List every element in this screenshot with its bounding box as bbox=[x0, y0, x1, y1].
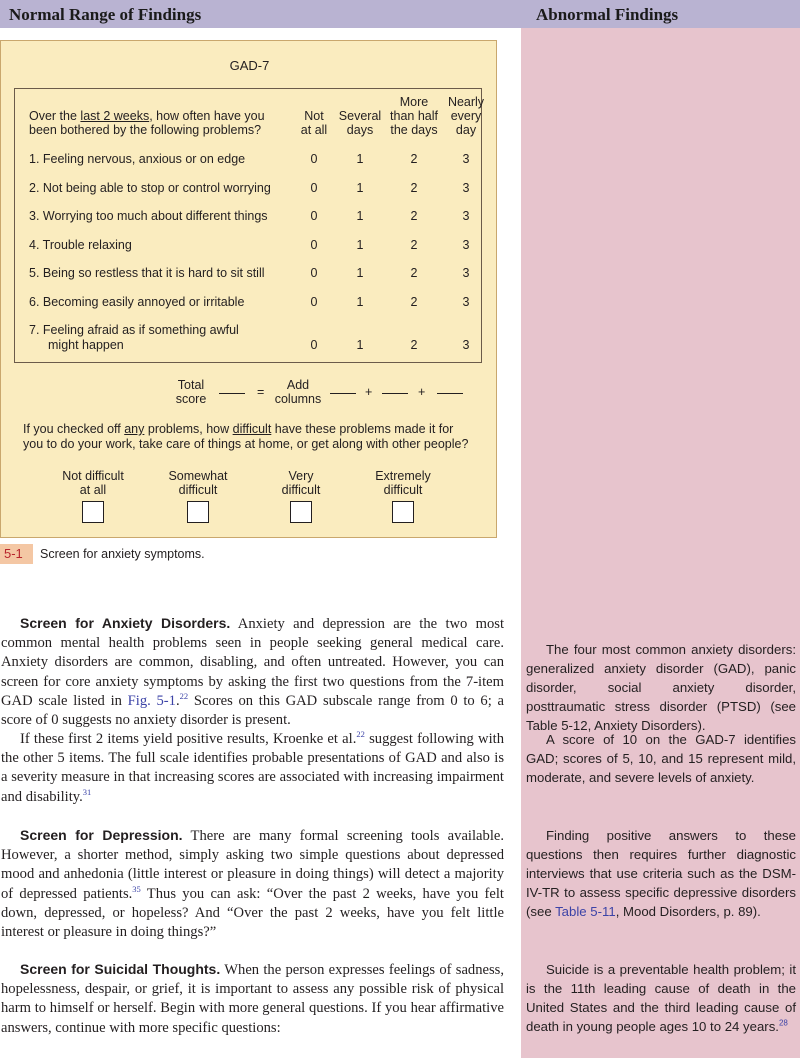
score-3: 3 bbox=[462, 181, 470, 195]
option-line: Not difficult bbox=[62, 469, 124, 483]
equals-sign: = bbox=[257, 385, 265, 399]
score-0: 0 bbox=[310, 181, 318, 195]
item-label: 6. Becoming easily annoyed or irritable bbox=[29, 295, 245, 309]
suicidal-heading: Screen for Suicidal Thoughts. bbox=[20, 961, 221, 977]
checkbox-extremely-difficult[interactable] bbox=[392, 501, 414, 523]
depression-text: Thus you can ask: “Over the past 2 weeks, have you felt down, depressed, or hopeless? And “Over the past 2 weeks, have you felt little interest or pleasure in doing things?” bbox=[1, 885, 504, 941]
anxiety-section bbox=[1, 614, 504, 730]
anxiety-paragraph-2 bbox=[1, 730, 504, 807]
figure-link[interactable]: Fig. 5-1 bbox=[127, 692, 176, 709]
depression-text: There are many formal screening tools available. However, a shorter method, simply asking two simple questions about depressed mood and anhedonia (little interest or pleasure in doing things) will detect a majority of depressed patients. bbox=[1, 828, 504, 902]
reference-31[interactable]: 31 bbox=[82, 786, 92, 797]
anxiety-text: If these first 2 items yield positive results, Kroenke et al. bbox=[20, 731, 357, 747]
option-line: at all bbox=[79, 483, 107, 497]
difficulty-post: have these problems made it for bbox=[271, 422, 454, 436]
depression-heading: Screen for Depression. bbox=[20, 827, 183, 843]
question-line2: been bothered by the following problems? bbox=[29, 123, 262, 137]
column-header-not-at-all bbox=[290, 95, 338, 137]
checkbox-not-difficult[interactable] bbox=[82, 501, 104, 523]
anxiety-text: Scores on this GAD subscale range from 0 to 6; a score of 0 suggests no anxiety disorder is present. bbox=[1, 692, 504, 729]
abnormal-text: The four most common anxiety disorders: generalized anxiety disorder (GAD), panic disorder, social anxiety disorder, posttraumatic stress disorder (PTSD) (see Table 5-12, Anxiety Disorders). bbox=[526, 642, 796, 733]
score-1: 1 bbox=[356, 338, 364, 352]
col-line: the days bbox=[390, 123, 438, 137]
question-underline: last 2 weeks bbox=[80, 109, 150, 123]
score-1: 1 bbox=[356, 295, 364, 309]
col-line: Nearly bbox=[447, 95, 485, 109]
difficulty-word: difficult bbox=[232, 422, 272, 436]
reference-28[interactable]: 28 bbox=[778, 1018, 788, 1028]
table-link[interactable]: Table 5-11 bbox=[555, 904, 616, 919]
col-line: More bbox=[399, 95, 429, 109]
depression-section bbox=[1, 826, 504, 942]
col-line: every bbox=[450, 109, 482, 123]
abnormal-depression bbox=[526, 826, 796, 921]
option-line: Extremely bbox=[375, 469, 431, 483]
option-line: Very bbox=[288, 469, 314, 483]
col-line bbox=[334, 95, 386, 109]
item-label: 7. Feeling afraid as if something awful bbox=[29, 323, 239, 337]
item-label: 1. Feeling nervous, anxious or on edge bbox=[29, 152, 246, 166]
col-line: than half bbox=[390, 109, 438, 123]
suicidal-text: When the person expresses feelings of sadness, hopelessness, despair, or grief, it is important to assess any possible risk of physical harm to himself or herself. Begin with more general questions. If you hear affirmative answers, continue with more specific questions: bbox=[1, 962, 505, 1036]
total-label-1: Total bbox=[177, 378, 205, 392]
score-0: 0 bbox=[310, 238, 318, 252]
difficulty-question bbox=[23, 422, 493, 452]
abnormal-text: Suicide is a preventable health problem; it is the 11th leading cause of death in the United States and the third leading cause of death in young people ages 10 to 24 years. bbox=[526, 962, 796, 1034]
question-pre: Over the bbox=[29, 109, 81, 123]
column-header-more-than-half bbox=[386, 95, 442, 137]
score-0: 0 bbox=[310, 209, 318, 223]
total-label-2: score bbox=[175, 392, 207, 406]
reference-22[interactable]: 22 bbox=[179, 690, 189, 701]
anxiety-text: suggest following with the other 5 items. The full scale identifies probable presentations of GAD and also is a severity measure in that increasing scores are associated with increasing impairment and disability. bbox=[1, 731, 504, 805]
figure-number: 5-1 bbox=[0, 544, 33, 564]
option-line: difficult bbox=[281, 483, 321, 497]
item-label: 4. Trouble relaxing bbox=[29, 238, 132, 252]
abnormal-findings-heading: Abnormal Findings bbox=[536, 5, 679, 24]
item-label: 5. Being so restless that it is hard to sit still bbox=[29, 266, 265, 280]
option-not-difficult bbox=[53, 469, 133, 497]
question-header bbox=[29, 109, 289, 137]
reference-35[interactable]: 35 bbox=[132, 883, 141, 894]
score-0: 0 bbox=[310, 266, 318, 280]
suicidal-section bbox=[1, 960, 504, 1038]
option-line: difficult bbox=[178, 483, 218, 497]
score-2: 2 bbox=[410, 295, 418, 309]
abnormal-anxiety-disorders bbox=[526, 640, 796, 735]
plus-sign: + bbox=[365, 385, 373, 399]
item-label-cont: might happen bbox=[48, 338, 124, 352]
option-somewhat-difficult bbox=[158, 469, 238, 497]
score-3: 3 bbox=[462, 209, 470, 223]
reference-22[interactable]: 22 bbox=[356, 729, 365, 740]
column-blank-2 bbox=[382, 386, 408, 400]
checkbox-somewhat-difficult[interactable] bbox=[187, 501, 209, 523]
score-3: 3 bbox=[462, 338, 470, 352]
score-3: 3 bbox=[462, 295, 470, 309]
col-line: Several bbox=[338, 109, 382, 123]
score-1: 1 bbox=[356, 181, 364, 195]
score-1: 1 bbox=[356, 266, 364, 280]
abnormal-text: Finding positive answers to these questions then requires further diagnostic interviews that use criteria such as the DSM-IV-TR to assess specific depressive disorders (see bbox=[526, 828, 796, 919]
plus-sign: + bbox=[418, 385, 426, 399]
total-blank bbox=[219, 386, 245, 400]
score-0: 0 bbox=[310, 295, 318, 309]
col-line: days bbox=[346, 123, 374, 137]
score-3: 3 bbox=[462, 266, 470, 280]
checkbox-very-difficult[interactable] bbox=[290, 501, 312, 523]
score-2: 2 bbox=[410, 152, 418, 166]
difficulty-mid: problems, how bbox=[144, 422, 233, 436]
abnormal-suicide bbox=[526, 960, 796, 1036]
gad7-title: GAD-7 bbox=[229, 58, 270, 73]
abnormal-text: , Mood Disorders, p. 89). bbox=[615, 904, 761, 919]
add-columns-label bbox=[269, 378, 327, 406]
col-line: Not bbox=[304, 109, 324, 123]
gad7-questionnaire-box bbox=[14, 88, 485, 363]
add-label-1: Add bbox=[286, 378, 310, 392]
gad7-figure bbox=[0, 40, 497, 538]
col-line: day bbox=[455, 123, 477, 137]
score-1: 1 bbox=[356, 238, 364, 252]
col-line: at all bbox=[300, 123, 328, 137]
score-3: 3 bbox=[462, 152, 470, 166]
column-header-several-days bbox=[334, 95, 386, 137]
score-2: 2 bbox=[410, 181, 418, 195]
option-line: difficult bbox=[383, 483, 423, 497]
score-1: 1 bbox=[356, 152, 364, 166]
anxiety-heading: Screen for Anxiety Disorders. bbox=[20, 615, 231, 631]
item-label: 2. Not being able to stop or control worrying bbox=[29, 181, 271, 195]
difficulty-pre: If you checked off bbox=[23, 422, 125, 436]
col-line bbox=[290, 95, 338, 109]
score-3: 3 bbox=[462, 238, 470, 252]
option-extremely-difficult bbox=[363, 469, 443, 497]
figure-caption: Screen for anxiety symptoms. bbox=[40, 547, 205, 561]
column-blank-3 bbox=[437, 386, 463, 400]
item-label: 3. Worrying too much about different things bbox=[29, 209, 268, 223]
score-0: 0 bbox=[310, 152, 318, 166]
question-post: , how often have you bbox=[149, 109, 265, 123]
score-1: 1 bbox=[356, 209, 364, 223]
difficulty-line2: you to do your work, take care of things at home, or get along with other people? bbox=[23, 437, 469, 451]
column-blank-1 bbox=[330, 386, 356, 400]
column-header-nearly-every-day bbox=[442, 95, 490, 137]
option-very-difficult bbox=[261, 469, 341, 497]
score-2: 2 bbox=[410, 266, 418, 280]
header-bar bbox=[0, 0, 800, 28]
score-0: 0 bbox=[310, 338, 318, 352]
total-score-label bbox=[161, 378, 221, 406]
anxiety-text: Anxiety and depression are the two most common mental health problems seen in people seeking general medical care. Anxiety disorders are common, disabling, and often untreated. However, you can screen for core anxiety symptoms by asking the first two questions from the 7-item GAD scale listed in bbox=[1, 616, 505, 709]
anxiety-text: . bbox=[175, 692, 180, 709]
difficulty-any: any bbox=[124, 422, 145, 436]
add-label-2: columns bbox=[274, 392, 322, 406]
abnormal-gad7-score bbox=[526, 730, 796, 787]
option-line: Somewhat bbox=[168, 469, 228, 483]
score-2: 2 bbox=[410, 338, 418, 352]
score-2: 2 bbox=[410, 238, 418, 252]
normal-findings-heading: Normal Range of Findings bbox=[9, 5, 202, 24]
abnormal-text: A score of 10 on the GAD-7 identifies GAD; scores of 5, 10, and 15 represent mild, moderate, and severe levels of anxiety. bbox=[526, 732, 796, 785]
score-2: 2 bbox=[410, 209, 418, 223]
